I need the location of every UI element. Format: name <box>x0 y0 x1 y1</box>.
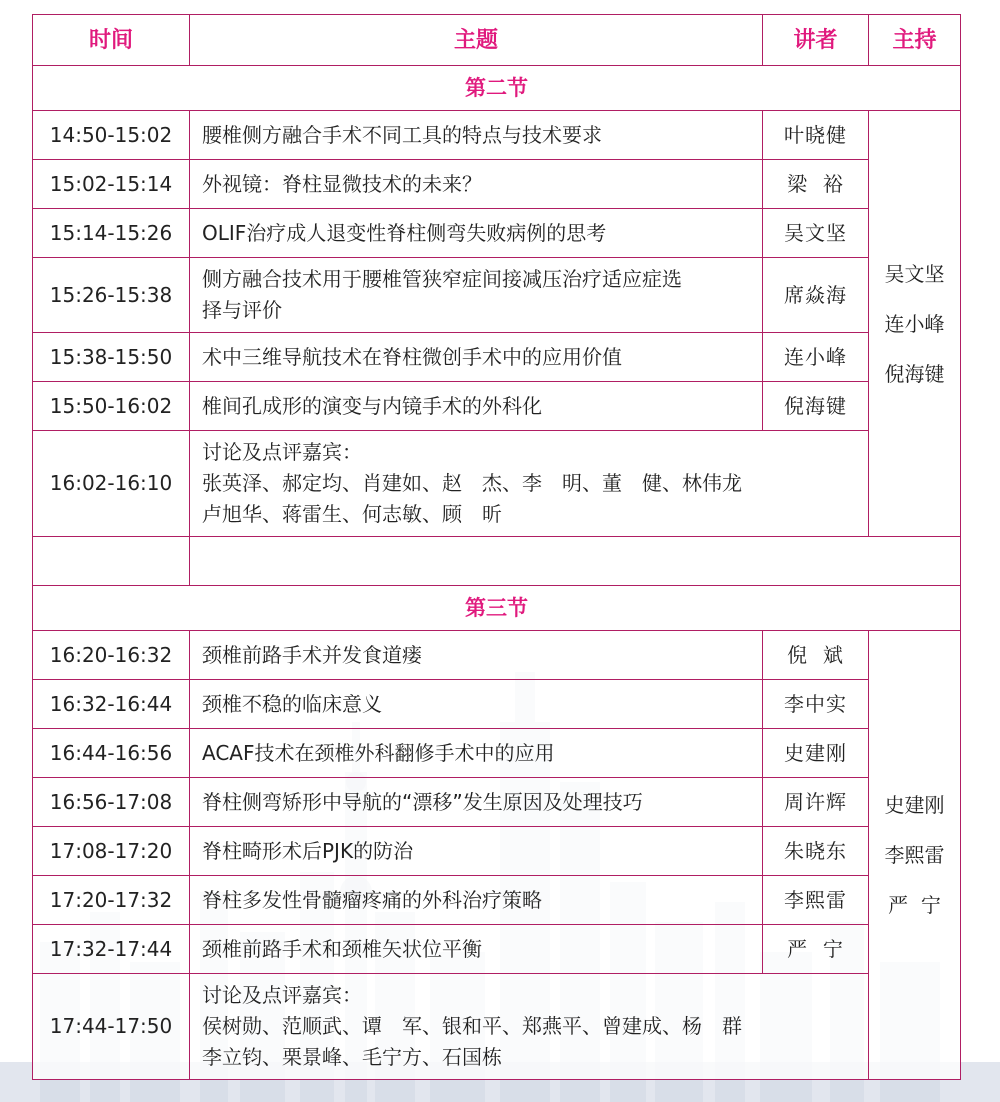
section-3-title-row <box>33 586 961 631</box>
row-speaker: 李熙雷 <box>763 876 869 925</box>
row-time: 14:50-15:02 <box>33 111 190 160</box>
section-3-hosts <box>869 631 961 1080</box>
row-speaker: 倪海键 <box>763 382 869 431</box>
row-time: 17:08-17:20 <box>33 827 190 876</box>
table-row <box>33 925 961 974</box>
row-topic: 脊柱畸形术后PJK的防治 <box>190 827 763 876</box>
row-topic: 颈椎不稳的临床意义 <box>190 680 763 729</box>
host-name: 吴文坚 <box>884 261 945 286</box>
break-time: 16:10-16:20 <box>33 537 190 586</box>
discussion-panel <box>190 974 869 1080</box>
table-row <box>33 209 961 258</box>
row-speaker: 连小峰 <box>763 333 869 382</box>
row-topic: 颈椎前路手术并发食道瘘 <box>190 631 763 680</box>
discussion-guests: 卢旭华、蒋雷生、何志敏、顾 昕 <box>202 502 502 526</box>
header-time: 时间 <box>33 15 190 66</box>
row-speaker: 席焱海 <box>763 258 869 333</box>
discussion-guests: 李立钧、栗景峰、毛宁方、石国栋 <box>202 1045 502 1069</box>
row-topic-line: 择与评价 <box>202 298 282 322</box>
row-time: 16:02-16:10 <box>33 431 190 537</box>
header-host: 主持 <box>869 15 961 66</box>
row-topic: 术中三维导航技术在脊柱微创手术中的应用价值 <box>190 333 763 382</box>
table-row <box>33 827 961 876</box>
row-time: 15:02-15:14 <box>33 160 190 209</box>
row-time: 15:14-15:26 <box>33 209 190 258</box>
row-time: 16:56-17:08 <box>33 778 190 827</box>
host-name: 连小峰 <box>884 311 945 336</box>
row-speaker: 倪 斌 <box>763 631 869 680</box>
table-row <box>33 160 961 209</box>
row-topic <box>190 258 763 333</box>
host-name: 李熙雷 <box>884 843 945 867</box>
row-speaker: 叶晓健 <box>763 111 869 160</box>
row-topic-line: 侧方融合技术用于腰椎管狭窄症间接减压治疗适应症选 <box>202 267 682 291</box>
row-time: 16:32-16:44 <box>33 680 190 729</box>
row-time: 15:38-15:50 <box>33 333 190 382</box>
row-topic: ACAF技术在颈椎外科翻修手术中的应用 <box>190 729 763 778</box>
schedule-table <box>32 14 961 1080</box>
header-topic: 主题 <box>190 15 763 66</box>
discussion-guests: 侯树勋、范顺武、谭 军、银和平、郑燕平、曾建成、杨 群 <box>202 1014 742 1038</box>
row-time: 15:50-16:02 <box>33 382 190 431</box>
row-topic: 颈椎前路手术和颈椎矢状位平衡 <box>190 925 763 974</box>
discussion-label: 讨论及点评嘉宾： <box>202 440 362 464</box>
host-name: 严 宁 <box>888 893 941 917</box>
table-row <box>33 631 961 680</box>
host-name: 史建刚 <box>884 793 945 817</box>
table-header-row <box>33 15 961 66</box>
row-time: 16:20-16:32 <box>33 631 190 680</box>
section-2-title-row <box>33 66 961 111</box>
row-speaker: 史建刚 <box>763 729 869 778</box>
table-row <box>33 382 961 431</box>
table-row <box>33 258 961 333</box>
row-time: 17:20-17:32 <box>33 876 190 925</box>
section-3-title: 第三节 <box>33 586 961 631</box>
row-time: 17:44-17:50 <box>33 974 190 1080</box>
row-topic: 腰椎侧方融合手术不同工具的特点与技术要求 <box>190 111 763 160</box>
row-speaker: 周许辉 <box>763 778 869 827</box>
row-speaker: 吴文坚 <box>763 209 869 258</box>
section-2-title: 第二节 <box>33 66 961 111</box>
row-speaker: 朱晓东 <box>763 827 869 876</box>
row-topic: 脊柱多发性骨髓瘤疼痛的外科治疗策略 <box>190 876 763 925</box>
table-row <box>33 333 961 382</box>
row-time: 15:26-15:38 <box>33 258 190 333</box>
table-row <box>33 778 961 827</box>
row-speaker: 李中实 <box>763 680 869 729</box>
row-topic: 椎间孔成形的演变与内镜手术的外科化 <box>190 382 763 431</box>
break-label: 茶歇 <box>190 537 961 586</box>
discussion-label: 讨论及点评嘉宾： <box>202 983 362 1007</box>
host-name: 倪海键 <box>884 361 945 386</box>
row-time: 17:32-17:44 <box>33 925 190 974</box>
row-topic: OLIF治疗成人退变性脊柱侧弯失败病例的思考 <box>190 209 763 258</box>
table-row <box>33 876 961 925</box>
break-row <box>33 537 961 586</box>
row-topic: 脊柱侧弯矫形中导航的“漂移”发生原因及处理技巧 <box>190 778 763 827</box>
header-speaker: 讲者 <box>763 15 869 66</box>
section-2-hosts <box>869 111 961 537</box>
discussion-row <box>33 974 961 1080</box>
table-row <box>33 111 961 160</box>
table-row <box>33 680 961 729</box>
discussion-panel <box>190 431 869 537</box>
table-row <box>33 729 961 778</box>
row-time: 16:44-16:56 <box>33 729 190 778</box>
row-speaker: 严 宁 <box>763 925 869 974</box>
row-speaker: 梁 裕 <box>763 160 869 209</box>
row-topic: 外视镜：脊柱显微技术的未来？ <box>190 160 763 209</box>
discussion-guests: 张英泽、郝定均、肖建如、赵 杰、李 明、董 健、林伟龙 <box>202 471 742 495</box>
discussion-row <box>33 431 961 537</box>
